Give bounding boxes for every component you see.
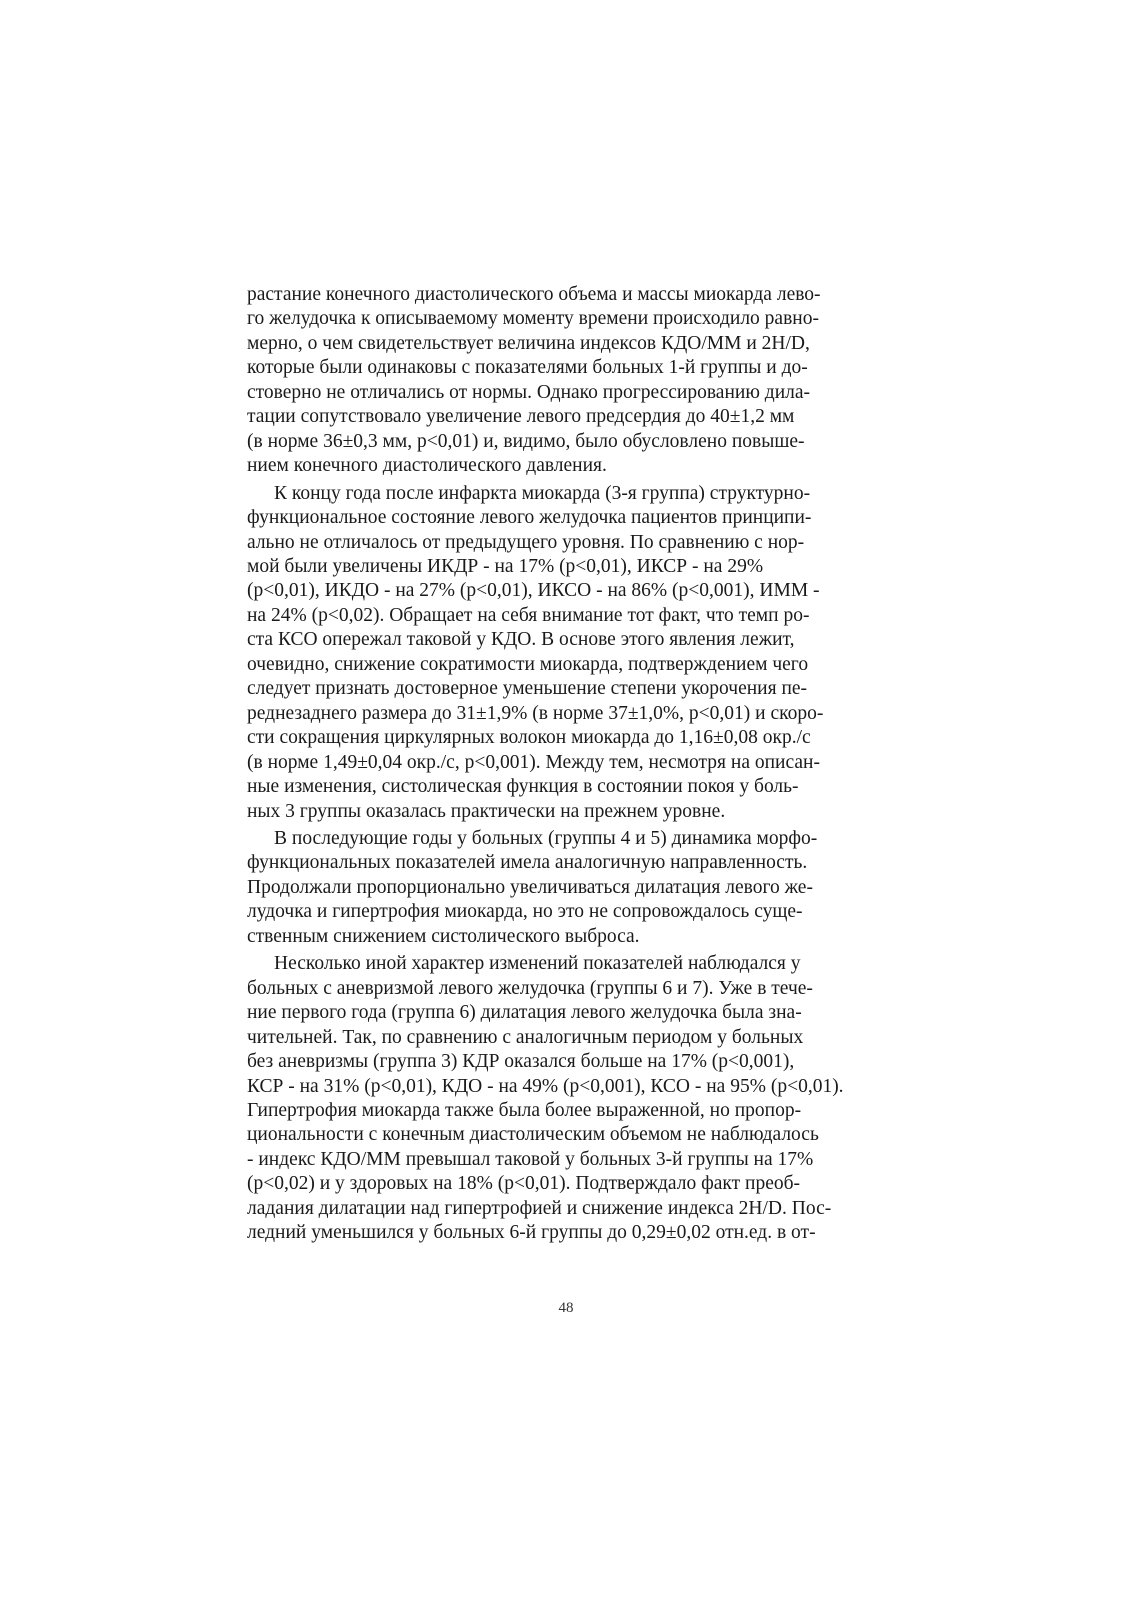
paragraph-2: К концу года после инфаркта миокарда (3-я группа) структурно- функциональное состояние левого желудочка пациентов принципи- ально не отличалось от предыдущего уровня. По сравнению с нор- мой были увеличены ИКДР - на 17% (р<0,01), ИКСР - на 29% (р<0,01), ИКДО - на 27% (р<0,01), ИКСО - на 86% (р<0,001), ИММ - на 24% (р<0,02). Обращает на себя внимание тот факт, что темп ро- ста КСО опережал таковой у КДО. В основе этого явления лежит, очевидно, снижение сократимости миокарда, подтверждением чего следует признать достоверное уменьшение степени укорочения пе- реднезаднего размера до 31±1,9% (в норме 37±1,0%, р<0,01) и скоро- сти сокращения циркулярных волокон миокарда до 1,16±0,08 окр./с (в норме 1,49±0,04 окр./с, р<0,001). Между тем, несмотря на описан- ные изменения, систолическая функция в состоянии покоя у боль- ных 3 группы оказалась практически на прежнем уровне.: [247, 482, 824, 822]
paragraph-4: Несколько иной характер изменений показателей наблюдался у больных с аневризмой левого желудочка (группы 6 и 7). Уже в тече- ние первого года (группа 6) дилатация левого желудочка была зна- чительней. Так, по сравнению с аналогичным периодом у больных без аневризмы (группа 3) КДР оказался больше на 17% (р<0,001), КСР - на 31% (р<0,01), КДО - на 49% (р<0,001), КСО - на 95% (р<0,01). Гипертрофия миокарда также была более выраженной, но пропор- циональности с конечным диастолическим объемом не наблюдалось - индекс КДО/ММ превышал таковой у больных 3-й группы на 17% (р<0,02) и у здоровых на 18% (р<0,01). Подтверждало факт преоб- ладания дилатации над гипертрофией и снижение индекса 2H/D. Пос- ледний уменьшился у больных 6-й группы до 0,29±0,02 отн.ед. в от-: [247, 953, 844, 1244]
paragraph-1: растание конечного диастолического объема и массы миокарда лево- го желудочка к описываемому моменту времени происходило равно- мерно, о чем свидетельствует величина индексов КДО/ММ и 2H/D, которые были одинаковы с показателями больных 1-й группы и до- стоверно не отличались от нормы. Однако прогрессированию дила- тации сопутствовало увеличение левого предсердия до 40±1,2 мм (в норме 36±0,3 мм, р<0,01) и, видимо, было обусловлено повыше- нием конечного диастолического давления.: [247, 284, 821, 477]
page-number: 48: [558, 1300, 574, 1316]
paragraph-3: В последующие годы у больных (группы 4 и 5) динамика морфо- функциональных показателей имела аналогичную направленность. Продолжали пропорционально увеличиваться дилатация левого же- лудочка и гипертрофия миокарда, но это не сопровождалось суще- ственным снижением систолического выброса.: [247, 827, 818, 947]
body-text: [247, 283, 903, 1246]
